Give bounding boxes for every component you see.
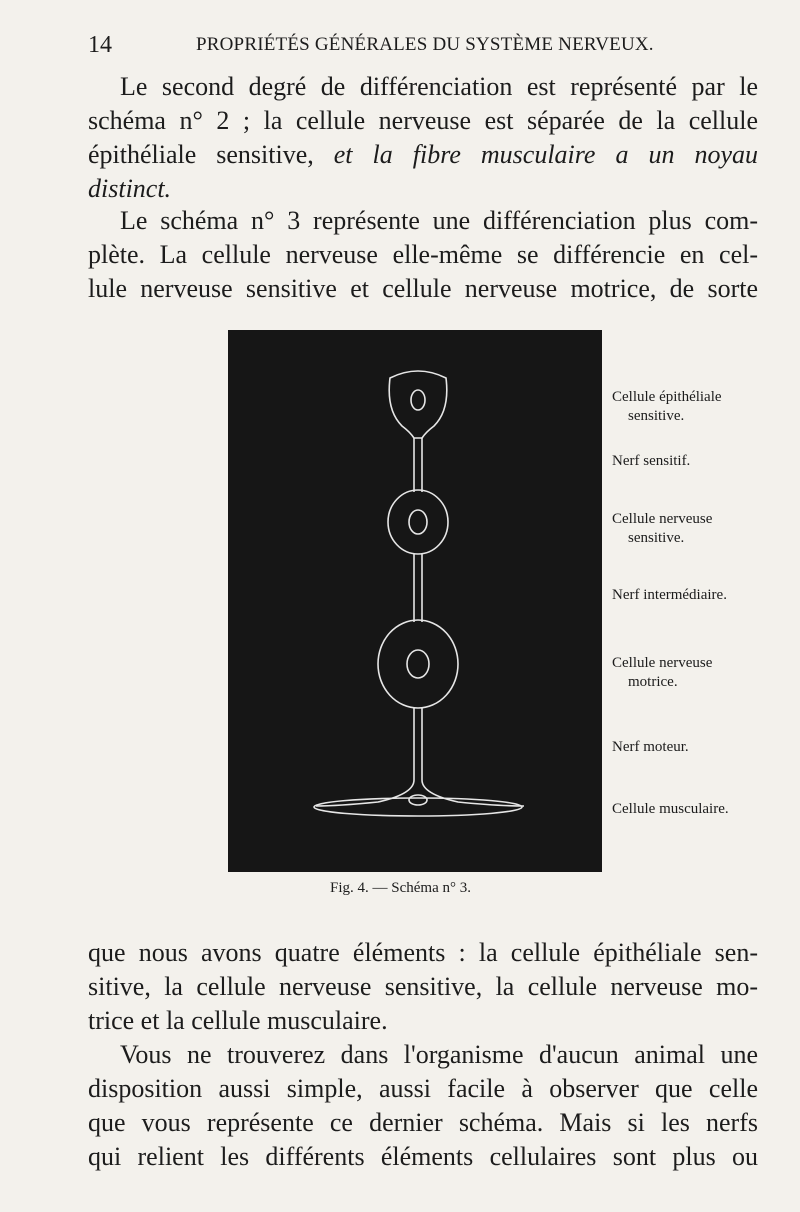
paragraph-line: distinct. <box>88 174 172 203</box>
label-line: Cellule épithéliale <box>612 389 722 405</box>
label-epithelial-cell <box>612 388 722 426</box>
paragraph-text: épithéliale sensitive, <box>88 140 334 169</box>
epithelial-cell-outline <box>389 371 447 438</box>
motor-nerve-cell-outline <box>378 620 458 708</box>
paragraph-line: Le schéma n° 3 représente une différenciation plus com- <box>120 206 758 235</box>
paragraph-line: que vous représente ce dernier schéma. Mais si les nerfs <box>88 1108 758 1137</box>
paragraph-line: trice et la cellule musculaire. <box>88 1006 388 1035</box>
paragraph-line: qui relient les différents éléments cellulaires sont plus ou <box>88 1142 758 1171</box>
epithelial-cell-nucleus <box>411 390 425 410</box>
label-line: Nerf intermédiaire. <box>612 587 727 603</box>
motor-nerve <box>316 708 524 806</box>
label-motor-nerve <box>612 738 689 757</box>
paragraph-line <box>88 138 758 172</box>
paragraph-line: Vous ne trouverez dans l'organisme d'aucun animal une <box>120 1040 758 1069</box>
paragraph-line: schéma n° 2 ; la cellule nerveuse est séparée de la cellule <box>88 106 758 135</box>
paragraph-2 <box>88 204 758 306</box>
label-intermediate-nerve <box>612 586 727 605</box>
label-line: motrice. <box>628 674 678 690</box>
label-line: Cellule musculaire. <box>612 801 729 817</box>
motor-nerve-cell-nucleus <box>407 650 429 678</box>
label-line: Nerf sensitif. <box>612 453 691 469</box>
italic-text: et la fibre musculaire a un noyau <box>333 140 758 169</box>
page-header <box>0 32 800 60</box>
paragraph-line: Le second degré de différenciation est représenté par le <box>120 72 758 101</box>
paragraph-3 <box>88 936 758 1038</box>
label-line: Cellule nerveuse <box>612 655 713 671</box>
label-line: Cellule nerveuse <box>612 511 713 527</box>
label-sensory-nerve <box>612 452 690 471</box>
nervous-system-schema-diagram <box>228 330 602 872</box>
paragraph-line: disposition aussi simple, aussi facile à observer que celle <box>88 1074 758 1103</box>
paragraph-4 <box>88 1038 758 1174</box>
label-line: sensitive. <box>628 408 685 424</box>
sensory-nerve-cell-outline <box>388 490 448 554</box>
paragraph-1 <box>88 70 758 206</box>
figure-caption: Fig. 4. — Schéma n° 3. <box>330 880 471 896</box>
paragraph-line: lule nerveuse sensitive et cellule nerveuse motrice, de sorte <box>88 274 758 303</box>
label-motor-nerve-cell <box>612 654 712 692</box>
label-muscle-cell <box>612 800 729 819</box>
sensory-nerve-cell-nucleus <box>409 510 427 534</box>
muscle-cell-outline <box>314 798 522 816</box>
paragraph-line: sitive, la cellule nerveuse sensitive, la cellule nerveuse mo- <box>88 972 758 1001</box>
page-number: 14 <box>88 32 112 58</box>
muscle-cell-nucleus <box>409 795 427 805</box>
paragraph-line: que nous avons quatre éléments : la cellule épithéliale sen- <box>88 938 758 967</box>
label-line: Nerf moteur. <box>612 739 689 755</box>
running-title: PROPRIÉTÉS GÉNÉRALES DU SYSTÈME NERVEUX. <box>196 34 654 55</box>
label-line: sensitive. <box>628 530 685 546</box>
figure-schema-3 <box>228 330 602 872</box>
label-sensory-nerve-cell <box>612 510 712 548</box>
paragraph-line: plète. La cellule nerveuse elle-même se différencie en cel- <box>88 240 758 269</box>
